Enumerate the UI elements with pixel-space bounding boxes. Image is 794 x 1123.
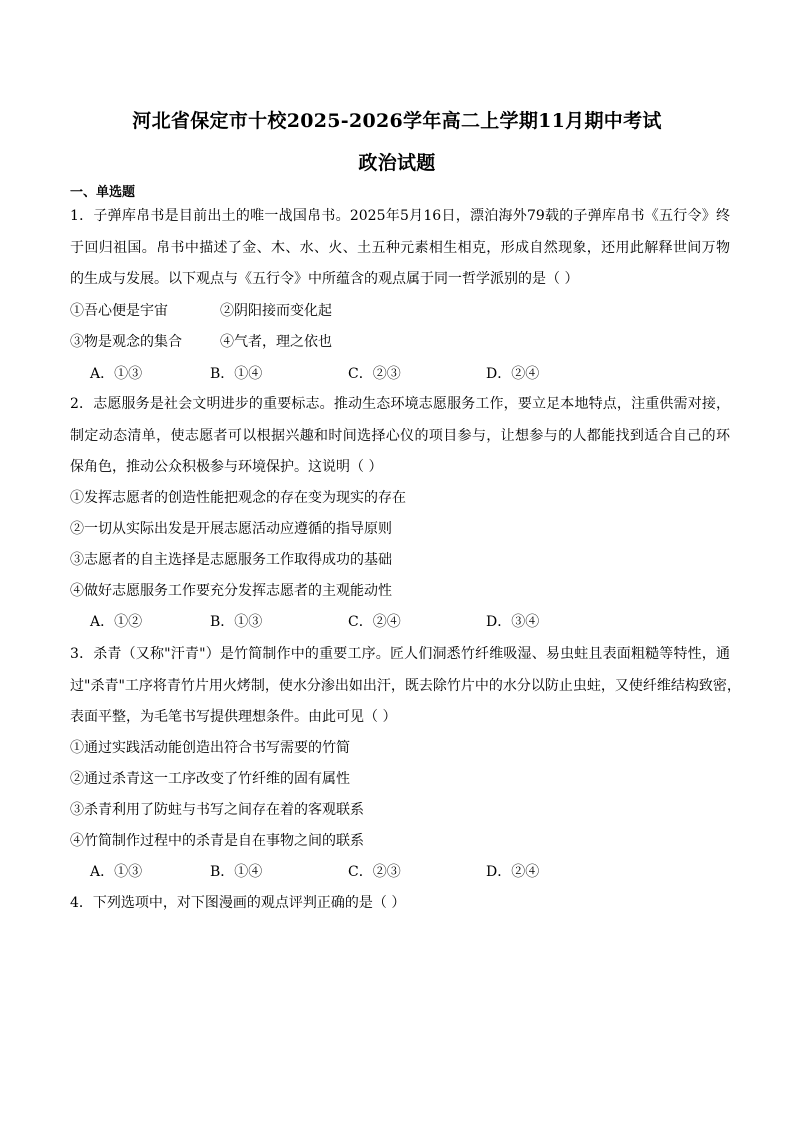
q1-stem-line-2: 于回归祖国。帛书中描述了金、木、水、火、土五种元素相生相克，形成自然现象，还用此解释世间万物 [70, 240, 730, 256]
q1-option-d[interactable]: D．②④ [486, 366, 540, 382]
q2-option-a[interactable]: A．①② [90, 614, 143, 630]
exam-subtitle: 政治试题 [358, 152, 436, 174]
q1-stem-line-3: 的生成与发展。以下观点与《五行令》中所蕴含的观点属于同一哲学派别的是（ ） [70, 271, 579, 287]
q1-option-c[interactable]: C．②③ [348, 366, 401, 382]
q1-stem-line-1: 1．子弹库帛书是目前出土的唯一战国帛书。2025年5月16日，漂泊海外79载的子弹库帛书《五行令》终 [70, 208, 730, 224]
q2-statement-1: ①发挥志愿者的创造性能把观念的存在变为现实的存在 [70, 490, 406, 506]
q2-stem-line-1: 2．志愿服务是社会文明进步的重要标志。推动生态环境志愿服务工作，要立足本地特点，注重供需对接， [70, 396, 730, 412]
q1-statement-4: ④气者，理之依也 [220, 334, 332, 350]
q3-option-b[interactable]: B．①④ [210, 864, 263, 880]
q1-statement-3: ③物是观念的集合 [70, 334, 182, 350]
q4-stem-line-1: 4．下列选项中，对下图漫画的观点评判正确的是（ ） [70, 895, 406, 911]
q3-option-a[interactable]: A．①③ [90, 864, 143, 880]
q3-statement-1: ①通过实践活动能创造出符合书写需要的竹简 [70, 740, 350, 756]
q3-stem-line-1: 3．杀青（又称"汗青"）是竹简制作中的重要工序。匠人们洞悉竹纤维吸湿、易虫蛀且表面粗糙等特性，通 [70, 646, 730, 662]
q2-option-d[interactable]: D．③④ [486, 614, 540, 630]
q3-stem-line-2: 过"杀青"工序将青竹片用火烤制，使水分渗出如出汗，既去除竹片中的水分以防止虫蛀，又使纤维结构致密， [70, 678, 741, 694]
q3-statement-3: ③杀青利用了防蛀与书写之间存在着的客观联系 [70, 802, 364, 818]
q1-option-b[interactable]: B．①④ [210, 366, 263, 382]
q2-stem-line-2: 制定动态清单，使志愿者可以根据兴趣和时间选择心仪的项目参与，让想参与的人都能找到适合自己的环 [70, 428, 730, 444]
q3-statement-4: ④竹简制作过程中的杀青是自在事物之间的联系 [70, 833, 364, 849]
q3-option-c[interactable]: C．②③ [348, 864, 401, 880]
q2-statement-3: ③志愿者的自主选择是志愿服务工作取得成功的基础 [70, 552, 392, 568]
q1-option-a[interactable]: A．①③ [90, 366, 143, 382]
q2-statement-4: ④做好志愿服务工作要充分发挥志愿者的主观能动性 [70, 583, 392, 599]
q1-statement-2: ②阴阳接而变化起 [220, 303, 332, 319]
section-heading: 一、单选题 [70, 185, 136, 200]
q3-stem-line-3: 表面平整，为毛笔书写提供理想条件。由此可见（ ） [70, 709, 397, 725]
q3-option-d[interactable]: D．②④ [486, 864, 540, 880]
q3-statement-2: ②通过杀青这一工序改变了竹纤维的固有属性 [70, 771, 350, 787]
q2-statement-2: ②一切从实际出发是开展志愿活动应遵循的指导原则 [70, 521, 392, 537]
exam-title: 河北省保定市十校2025-2026学年高二上学期11月期中考试 [132, 110, 662, 132]
q2-option-c[interactable]: C．②④ [348, 614, 401, 630]
q2-stem-line-3: 保角色，推动公众积极参与环境保护。这说明（ ） [70, 459, 383, 475]
q2-option-b[interactable]: B．①③ [210, 614, 263, 630]
q1-statement-1: ①吾心便是宇宙 [70, 303, 168, 319]
